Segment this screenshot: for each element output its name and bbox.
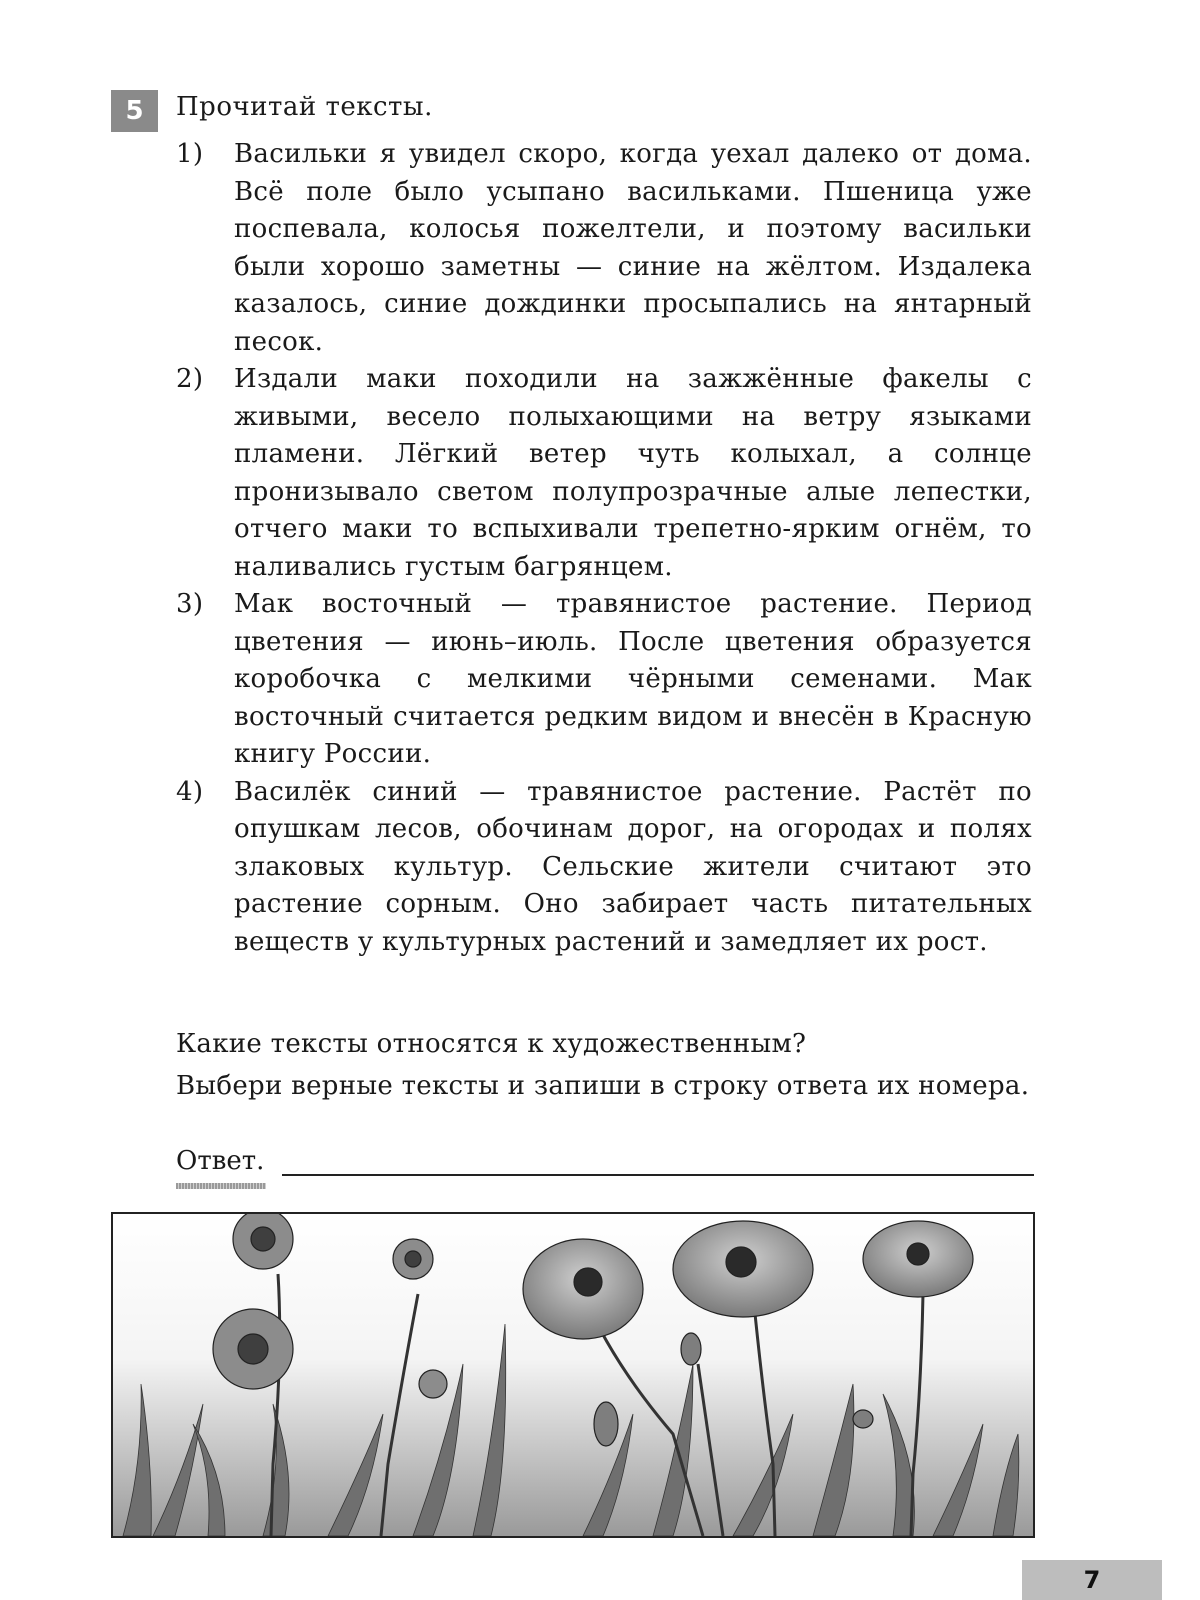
flowers-drawing: [113, 1214, 1033, 1536]
task-number-badge: 5: [111, 90, 158, 132]
poppy-2: [673, 1221, 813, 1317]
answer-label: Ответ.: [176, 1146, 265, 1176]
text-item-body: Мак восточный — травянистое растение. Период цветения — июнь–июль. После цветения образуется коробочка с мелкими чёрными семенами. Мак восточный считается редким видом и внесён в Красную книгу России.: [234, 589, 1032, 769]
text-item-number: 2): [176, 364, 204, 394]
flowers-illustration: [111, 1212, 1035, 1538]
text-item-1: [176, 136, 1032, 361]
page-number: 7: [1022, 1560, 1162, 1600]
text-item-number: 4): [176, 776, 204, 807]
poppy-3: [863, 1221, 973, 1297]
text-item-number: 3): [176, 589, 204, 619]
cornflower-4: [419, 1370, 447, 1398]
instruction-text: Выбери верные тексты и запиши в строку ответа их номера.: [176, 1071, 1030, 1101]
task-title: Прочитай тексты.: [176, 92, 433, 122]
answer-label-underline: [176, 1183, 266, 1189]
text-item-2: [176, 361, 1032, 586]
poppy-1: [523, 1239, 643, 1339]
text-item-4: [176, 774, 1032, 962]
text-item-number: 1): [176, 139, 204, 169]
text-item-3: [176, 586, 1032, 774]
cornflower-2: [213, 1309, 293, 1389]
answer-input-line[interactable]: [282, 1174, 1034, 1176]
cornflower-1: [233, 1214, 293, 1269]
question-text: Какие тексты относятся к художественным?: [176, 1029, 807, 1059]
text-item-body: Васильки я увидел скоро, когда уехал далеко от дома. Всё поле было усыпано васильками. Пшеница уже поспевала, колосья пожелтели, и поэтому васильки были хорошо заметны — синие на жёлтом. Издалека казалось, синие дождинки просыпались на янтарный песок.: [234, 139, 1032, 357]
texts-list: [176, 136, 1032, 961]
cornflower-3: [393, 1239, 433, 1279]
text-item-body: Издали маки походили на зажжённые факелы с живыми, весело полыхающими на ветру языками пламени. Лёгкий ветер чуть колыхал, а солнце пронизывало светом полупрозрачные алые лепестки, отчего маки то вспыхивали трепетно-ярким огнём, то наливались густым багрянцем.: [234, 364, 1032, 582]
text-item-body: Василёк синий — травянистое растение. Растёт по опушкам лесов, обочинам дорог, на огородах и полях злаковых культур. Сельские жители считают это растение сорным. Оно забирает часть питательных веществ у культурных растений и замедляет их рост.: [234, 776, 1032, 957]
